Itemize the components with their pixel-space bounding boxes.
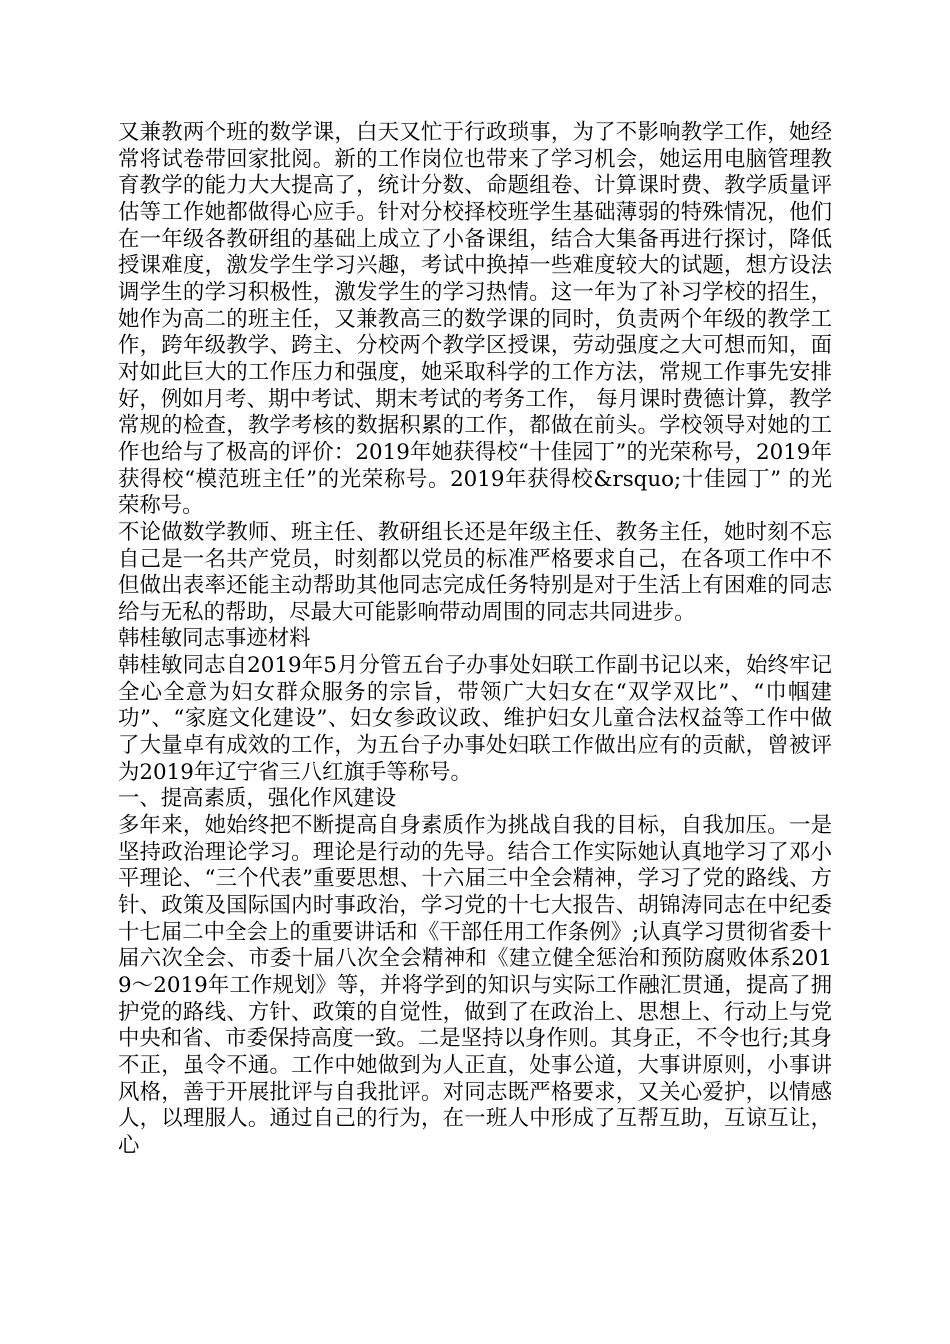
document-page — [118, 120, 832, 1160]
body-paragraph-4: 多年来，她始终把不断提高自身素质作为挑战自我的目标，自我加压。一是坚持政治理论学习。理论是行动的先导。结合工作实际她认真地学习了邓小平理论、“三个代表”重要思想、十六届三中全会精神，学习了党的路线、方针、政策及国际国内时事政治，学习党的十七大报告、胡锦涛同志在中纪委十七届二中全会上的重要讲话和《干部任用工作条例》;认真学习贯彻省委十届六次全会、市委十届八次全会精神和《建立健全惩治和预防腐败体系2019～2019年工作规划》等，并将学到的知识与实际工作融汇贯通，提高了拥护党的路线、方针、政策的自觉性，做到了在政治上、思想上、行动上与党中央和省、市委保持高度一致。二是坚持以身作则。其身正，不令也行;其身不正，虽令不通。工作中她做到为人正直，处事公道，大事讲原则，小事讲风格，善于开展批评与自我批评。对同志既严格要求，又关心爱护，以情感人，以理服人。通过自己的行为，在一班人中形成了互帮互助，互谅互让，心 — [118, 813, 832, 1158]
section-title: 韩桂敏同志事迹材料 — [118, 626, 311, 652]
body-paragraph-3: 韩桂敏同志自2019年5月分管五台子办事处妇联工作副书记以来，始终牢记全心全意为妇女群众服务的宗旨，带领广大妇女在“双学双比”、“巾帼建功”、“家庭文化建设”、妇女参政议政、维护妇女儿童合法权益等工作中做了大量卓有成效的工作，为五台子办事处妇联工作做出应有的贡献，曾被评为2019年辽宁省三八红旗手等称号。 — [118, 653, 832, 785]
section-heading-1: 一、提高素质，强化作风建设 — [118, 786, 397, 812]
body-paragraph-2: 不论做数学教师、班主任、教研组长还是年级主任、教务主任，她时刻不忘自己是一名共产党员，时刻都以党员的标准严格要求自己，在各项工作中不但做出表率还能主动帮助其他同志完成任务特别是对于生活上有困难的同志给与无私的帮助，尽最大可能影响带动周围的同志共同进步。 — [118, 519, 832, 625]
body-paragraph-1: 又兼教两个班的数学课，白天又忙于行政琐事，为了不影响教学工作，她经常将试卷带回家批阅。新的工作岗位也带来了学习机会，她运用电脑管理教育教学的能力大大提高了，统计分数、命题组卷、计算课时费、教学质量评估等工作她都做得心应手。针对分校择校班学生基础薄弱的特殊情况，他们在一年级各教研组的基础上成立了小备课组，结合大集备再进行探讨，降低授课难度，激发学生学习兴趣，考试中换掉一些难度较大的试题，想方设法调学生的学习积极性，激发学生的学习热情。这一年为了补习学校的招生，她作为高二的班主任，又兼教高三的数学课的同时，负责两个年级的教学工作，跨年级教学、跨主、分校两个教学区授课，劳动强度之大可想而知，面对如此巨大的工作压力和强度，她采取科学的工作方法，常规工作事先安排好，例如月考、期中考试、期末考试的考务工作， 每月课时费德计算，教学常规的检查，教学考核的数据积累的工作，都做在前头。学校领导对她的工作也给与了极高的评价：2019年她获得校“十佳园丁”的光荣称号，2019年获得校“模范班主任”的光荣称号。2019年获得校&rsquo;十佳园丁” 的光荣称号。 — [118, 120, 832, 519]
